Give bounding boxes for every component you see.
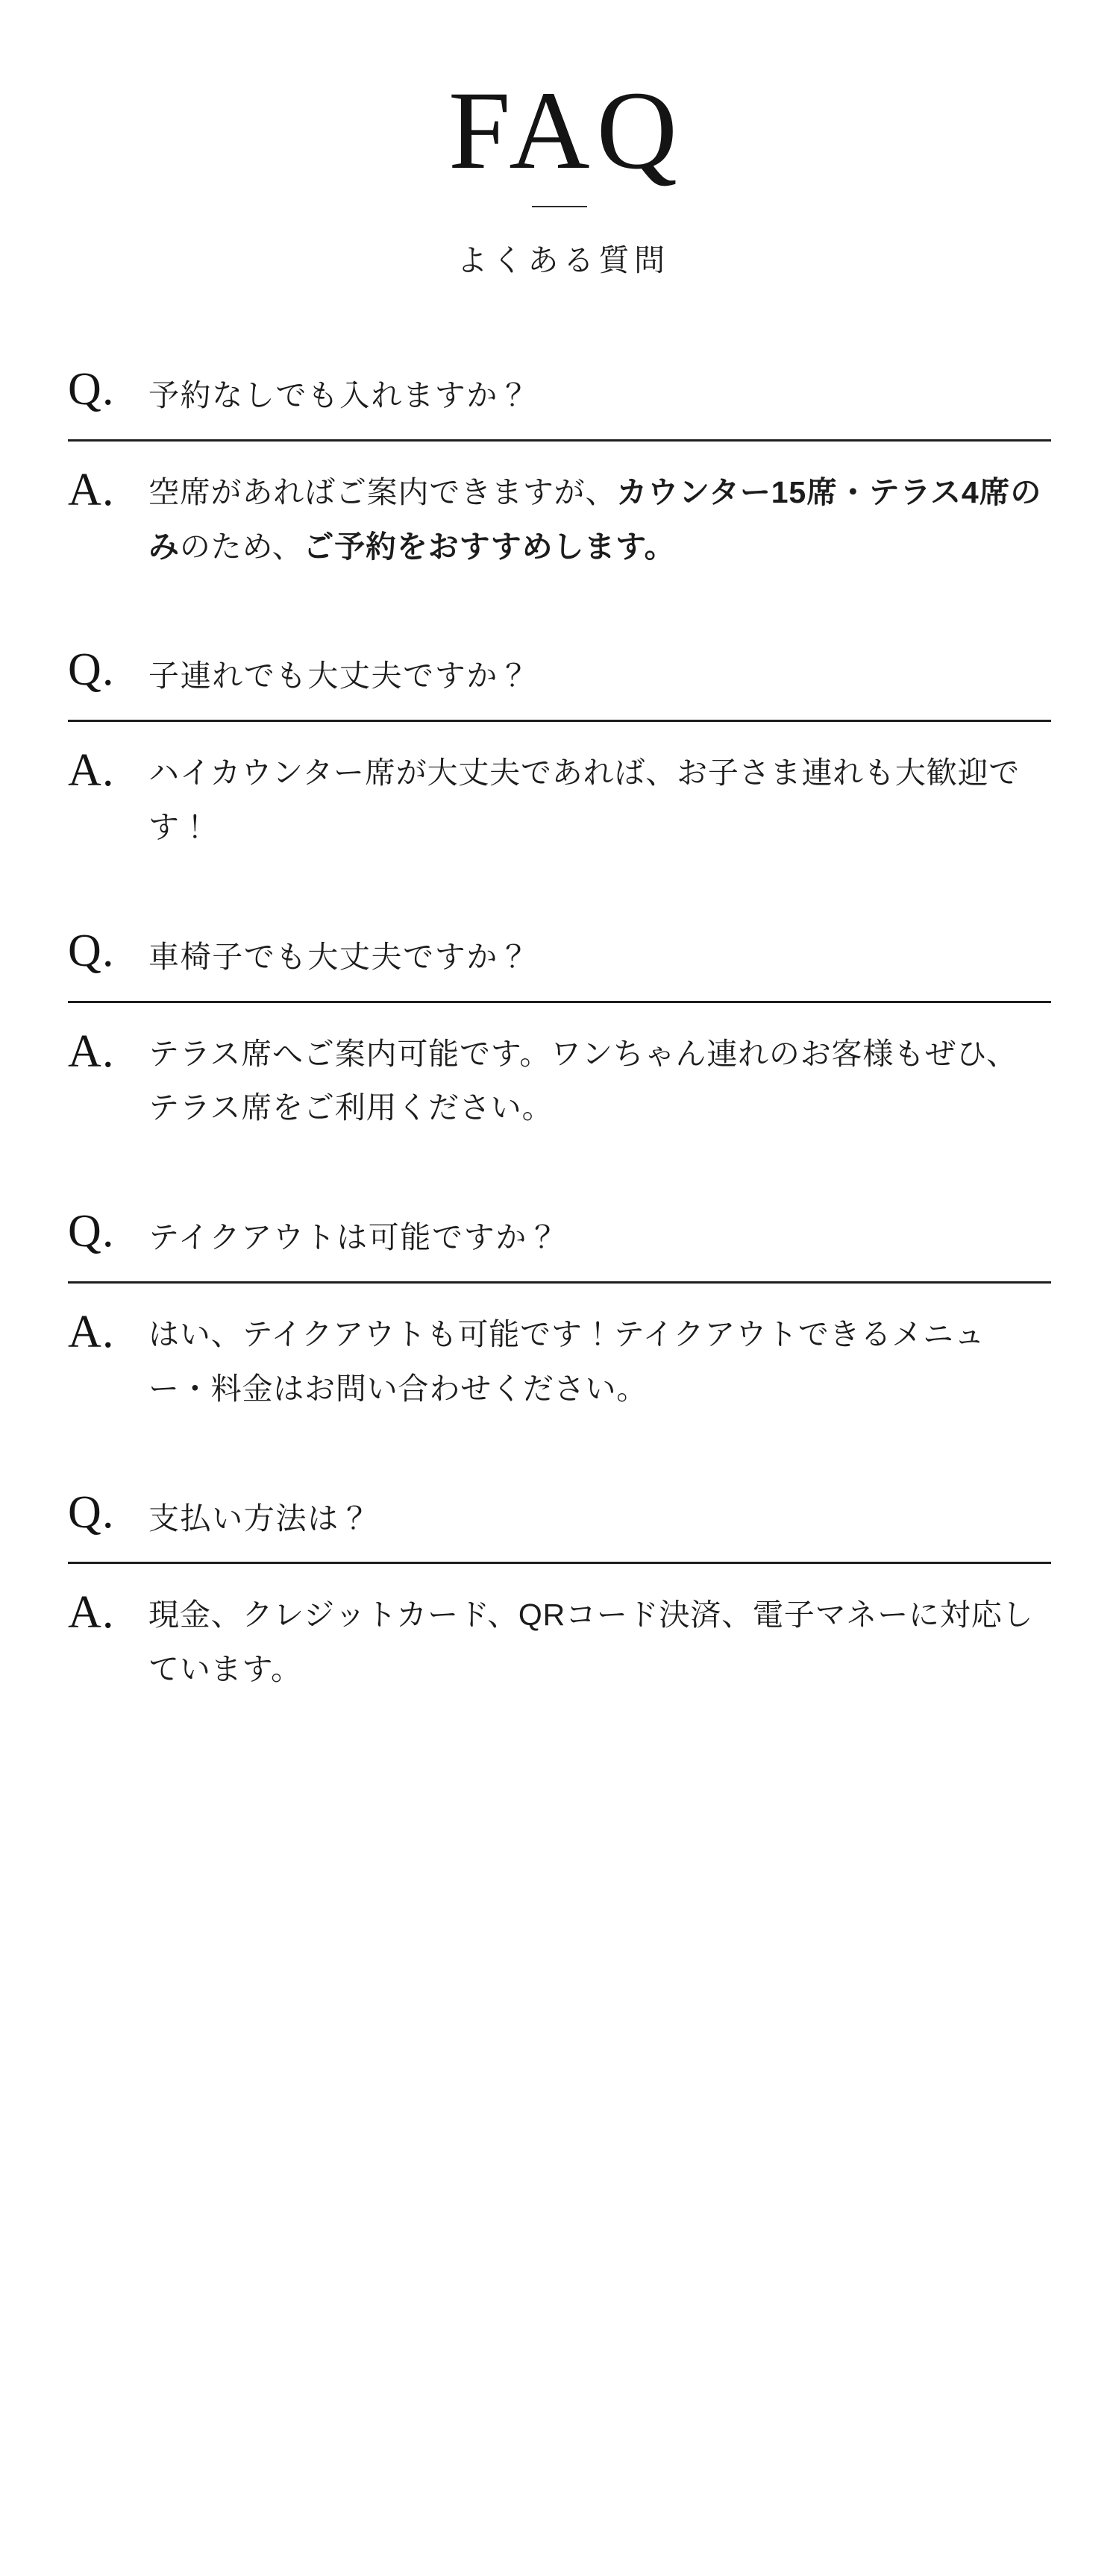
faq-answer-row [68,1304,1051,1416]
page-title: FAQ [448,69,684,192]
faq-question-row[interactable] [68,363,1051,420]
faq-answer-row [68,1024,1051,1136]
faq-item[interactable] [68,363,1051,574]
answer-span: のため、 [179,529,304,564]
faq-answer-row [68,743,1051,855]
faq-question-text: テイクアウトは可能ですか？ [148,1220,560,1255]
faq-question-text: 予約なしでも入れますか？ [148,378,530,412]
faq-question-row[interactable] [68,644,1051,700]
answer-marker: A. [68,1307,115,1357]
faq-list [68,363,1051,1697]
faq-answer-text [148,1024,1047,1136]
faq-item[interactable] [68,925,1051,1135]
faq-divider [68,1562,1051,1564]
faq-answer-row [68,1585,1051,1697]
answer-marker: A. [68,745,115,797]
faq-answer-text [148,743,1047,855]
answer-marker: A. [68,1587,115,1639]
question-marker: Q. [68,644,115,696]
faq-divider [68,439,1051,442]
faq-item[interactable] [68,1205,1051,1416]
answer-span: はい、テイクアウトも可能です！テイクアウトできるメニュー・料金はお問い合わせください。 [148,1317,985,1406]
faq-header [0,0,1119,280]
faq-answer-text [148,1304,1047,1416]
question-marker: Q. [68,1486,115,1538]
question-marker: Q. [68,1206,115,1257]
page-subtitle: よくある質問 [457,243,670,277]
faq-question-row[interactable] [68,925,1051,981]
answer-span: テラス席へご案内可能です。ワンちゃん連れのお客様もぜひ、テラス席をご利用ください。 [148,1036,1018,1125]
title-underline-rule [532,206,587,207]
answer-emphasis: カウンター15席・テラス4席のみ [148,474,1042,564]
faq-divider [68,720,1051,722]
question-marker: Q. [68,925,115,976]
answer-span: ハイカウンター席が大丈夫であれば、お子さま連れも大歓迎です！ [148,755,1021,844]
answer-span: 空席があればご案内できますが、 [148,474,617,509]
faq-answer-text [148,1585,1047,1697]
faq-question-text: 車椅子でも大丈夫ですか？ [148,939,530,974]
question-marker: Q. [68,364,115,415]
faq-divider [68,1001,1051,1003]
faq-question-text: 支払い方法は？ [148,1501,372,1536]
answer-span: 現金、クレジットカード、QRコード決済、電子マネーに対応しています。 [148,1598,1034,1687]
faq-item[interactable] [68,644,1051,854]
answer-marker: A. [68,464,115,515]
faq-divider [68,1281,1051,1284]
faq-question-row[interactable] [68,1205,1051,1262]
faq-question-text: 子連れでも大丈夫ですか？ [148,659,530,694]
answer-emphasis: ご予約をおすすめします。 [303,529,676,564]
faq-question-row[interactable] [68,1486,1051,1543]
answer-marker: A. [68,1025,115,1077]
faq-item[interactable] [68,1486,1051,1697]
faq-answer-text [148,462,1047,574]
faq-answer-row [68,462,1051,574]
